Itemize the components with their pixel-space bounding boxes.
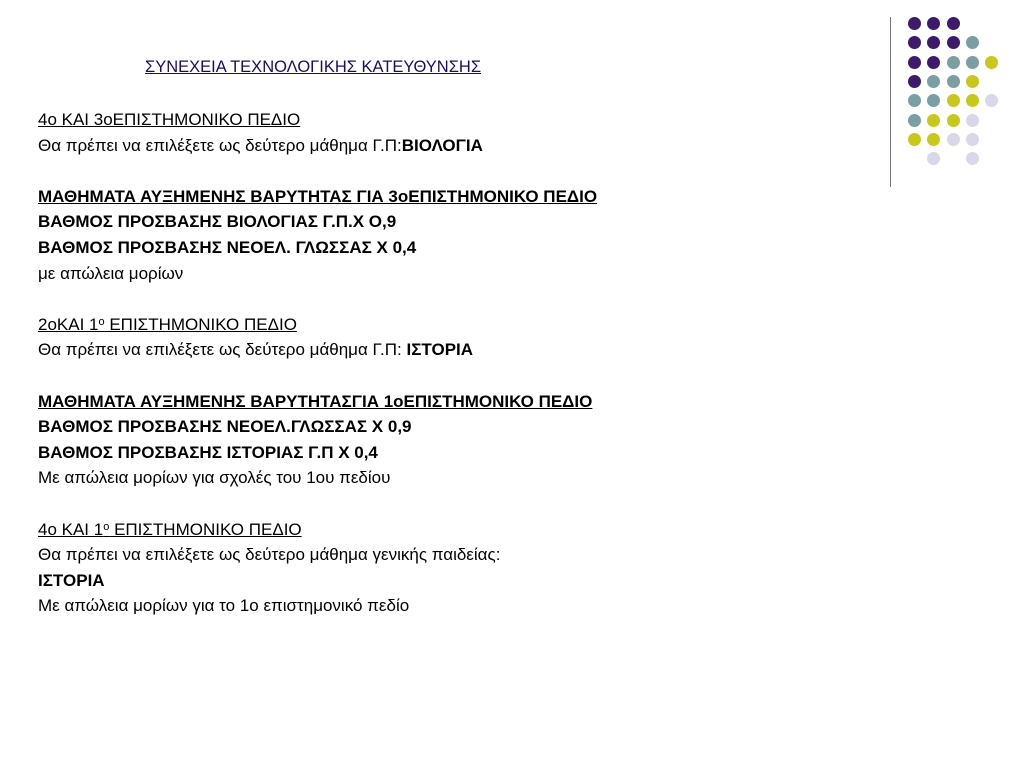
dot-lavender bbox=[966, 114, 979, 127]
section-5-heading-post: ΕΠΙΣΤΗΜΟΝΙΚΟ ΠΕΔΙΟ bbox=[109, 519, 302, 539]
dot-lavender bbox=[985, 94, 998, 107]
dot-lavender bbox=[947, 133, 960, 146]
slide-body bbox=[38, 107, 868, 619]
section-5-heading-pre: 4ο ΚΑΙ 1 bbox=[38, 519, 104, 539]
dot-grid-decoration bbox=[905, 15, 1005, 165]
section-1-text-prefix: Θα πρέπει να επιλέξετε ως δεύτερο μάθημα Γ.Π: bbox=[38, 135, 402, 155]
dot-yellow bbox=[966, 75, 979, 88]
section-2-heading: ΜΑΘΗΜΑΤΑ ΑΥΞΗΜΕΝΗΣ ΒΑΡΥΤΗΤΑΣ ΓΙΑ 3οΕΠΙΣΤΗΜΟΝΙΚΟ ΠΕΔΙΟ bbox=[38, 186, 598, 206]
section-4-line-2: ΒΑΘΜΟΣ ΠΡΟΣΒΑΣΗΣ ΙΣΤΟΡΙΑΣ Γ.Π Χ 0,4 bbox=[38, 442, 378, 462]
dot-yellow bbox=[947, 94, 960, 107]
dot-teal bbox=[908, 114, 921, 127]
dot-lavender bbox=[966, 152, 979, 165]
dot-teal bbox=[927, 75, 940, 88]
dot-lavender bbox=[927, 152, 940, 165]
section-4-heading: ΜΑΘΗΜΑΤΑ ΑΥΞΗΜΕΝΗΣ ΒΑΡΥΤΗΤΑΣΓΙΑ 1οΕΠΙΣΤΗΜΟΝΙΚΟ ΠΕΔΙΟ bbox=[38, 391, 593, 411]
section-1-heading: 4ο ΚΑΙ 3οΕΠΙΣΤΗΜΟΝΙΚΟ ΠΕΔΙΟ bbox=[38, 110, 301, 129]
section-2-line-1: ΒΑΘΜΟΣ ΠΡΟΣΒΑΣΗΣ ΒΙΟΛΟΓΙΑΣ Γ.Π.Χ Ο,9 bbox=[38, 212, 397, 232]
section-5-note: Με απώλεια μορίων για το 1ο επιστημονικό πεδίο bbox=[38, 596, 410, 616]
dot-teal bbox=[927, 94, 940, 107]
section-3-heading-pre: 2οΚΑΙ 1 bbox=[38, 314, 99, 334]
dot-teal bbox=[966, 56, 979, 69]
section-5-heading-sup: ο bbox=[103, 520, 110, 533]
section-3-subject: ΙΣΤΟΡΙΑ bbox=[406, 340, 474, 360]
dot-yellow bbox=[927, 114, 940, 127]
dot-teal bbox=[947, 75, 960, 88]
section-1-text bbox=[38, 133, 868, 159]
section-3-heading-sup: ο bbox=[98, 315, 105, 328]
section-5-heading bbox=[38, 517, 868, 543]
blank-line bbox=[38, 491, 868, 517]
slide-title: ΣΥΝΕΧΕΙΑ ΤΕΧΝΟΛΟΓΙΚΗΣ ΚΑΤΕΥΘΥΝΣΗΣ bbox=[145, 58, 482, 76]
dot-purple bbox=[908, 75, 921, 88]
section-3-text-prefix: Θα πρέπει να επιλέξετε ως δεύτερο μάθημα Γ.Π: bbox=[38, 340, 407, 360]
section-3-text bbox=[38, 337, 868, 363]
dot-yellow bbox=[985, 56, 998, 69]
section-5-text: Θα πρέπει να επιλέξετε ως δεύτερο μάθημα γενικής παιδείας: bbox=[38, 545, 501, 565]
dot-yellow bbox=[966, 94, 979, 107]
dot-purple bbox=[908, 17, 921, 30]
dot-yellow bbox=[908, 133, 921, 146]
dot-purple bbox=[908, 36, 921, 49]
section-4-line-1: ΒΑΘΜΟΣ ΠΡΟΣΒΑΣΗΣ ΝΕΟΕΛ.ΓΛΩΣΣΑΣ Χ 0,9 bbox=[38, 417, 412, 437]
section-3-heading-post: ΕΠΙΣΤΗΜΟΝΙΚΟ ΠΕΔΙΟ bbox=[104, 314, 297, 334]
section-3-heading bbox=[38, 312, 868, 338]
dot-purple bbox=[927, 56, 940, 69]
section-2-note: με απώλεια μορίων bbox=[38, 263, 184, 283]
section-1-subject: ΒΙΟΛΟΓΙΑ bbox=[401, 135, 483, 155]
section-2-line-2: ΒΑΘΜΟΣ ΠΡΟΣΒΑΣΗΣ ΝΕΟΕΛ. ΓΛΩΣΣΑΣ Χ 0,4 bbox=[38, 237, 417, 257]
dot-purple bbox=[927, 36, 940, 49]
dot-purple bbox=[908, 56, 921, 69]
dot-yellow bbox=[947, 114, 960, 127]
blank-line bbox=[38, 363, 868, 389]
section-4-note: Με απώλεια μορίων για σχολές του 1ου πεδίου bbox=[38, 468, 391, 488]
dot-teal bbox=[908, 94, 921, 107]
blank-line bbox=[38, 286, 868, 312]
dot-purple bbox=[927, 17, 940, 30]
vertical-divider bbox=[890, 17, 891, 187]
dot-purple bbox=[947, 36, 960, 49]
section-5-subject: ΙΣΤΟΡΙΑ bbox=[38, 570, 105, 590]
dot-lavender bbox=[966, 133, 979, 146]
dot-teal bbox=[966, 36, 979, 49]
dot-yellow bbox=[927, 133, 940, 146]
blank-line bbox=[38, 158, 868, 184]
dot-purple bbox=[947, 17, 960, 30]
dot-teal bbox=[947, 56, 960, 69]
